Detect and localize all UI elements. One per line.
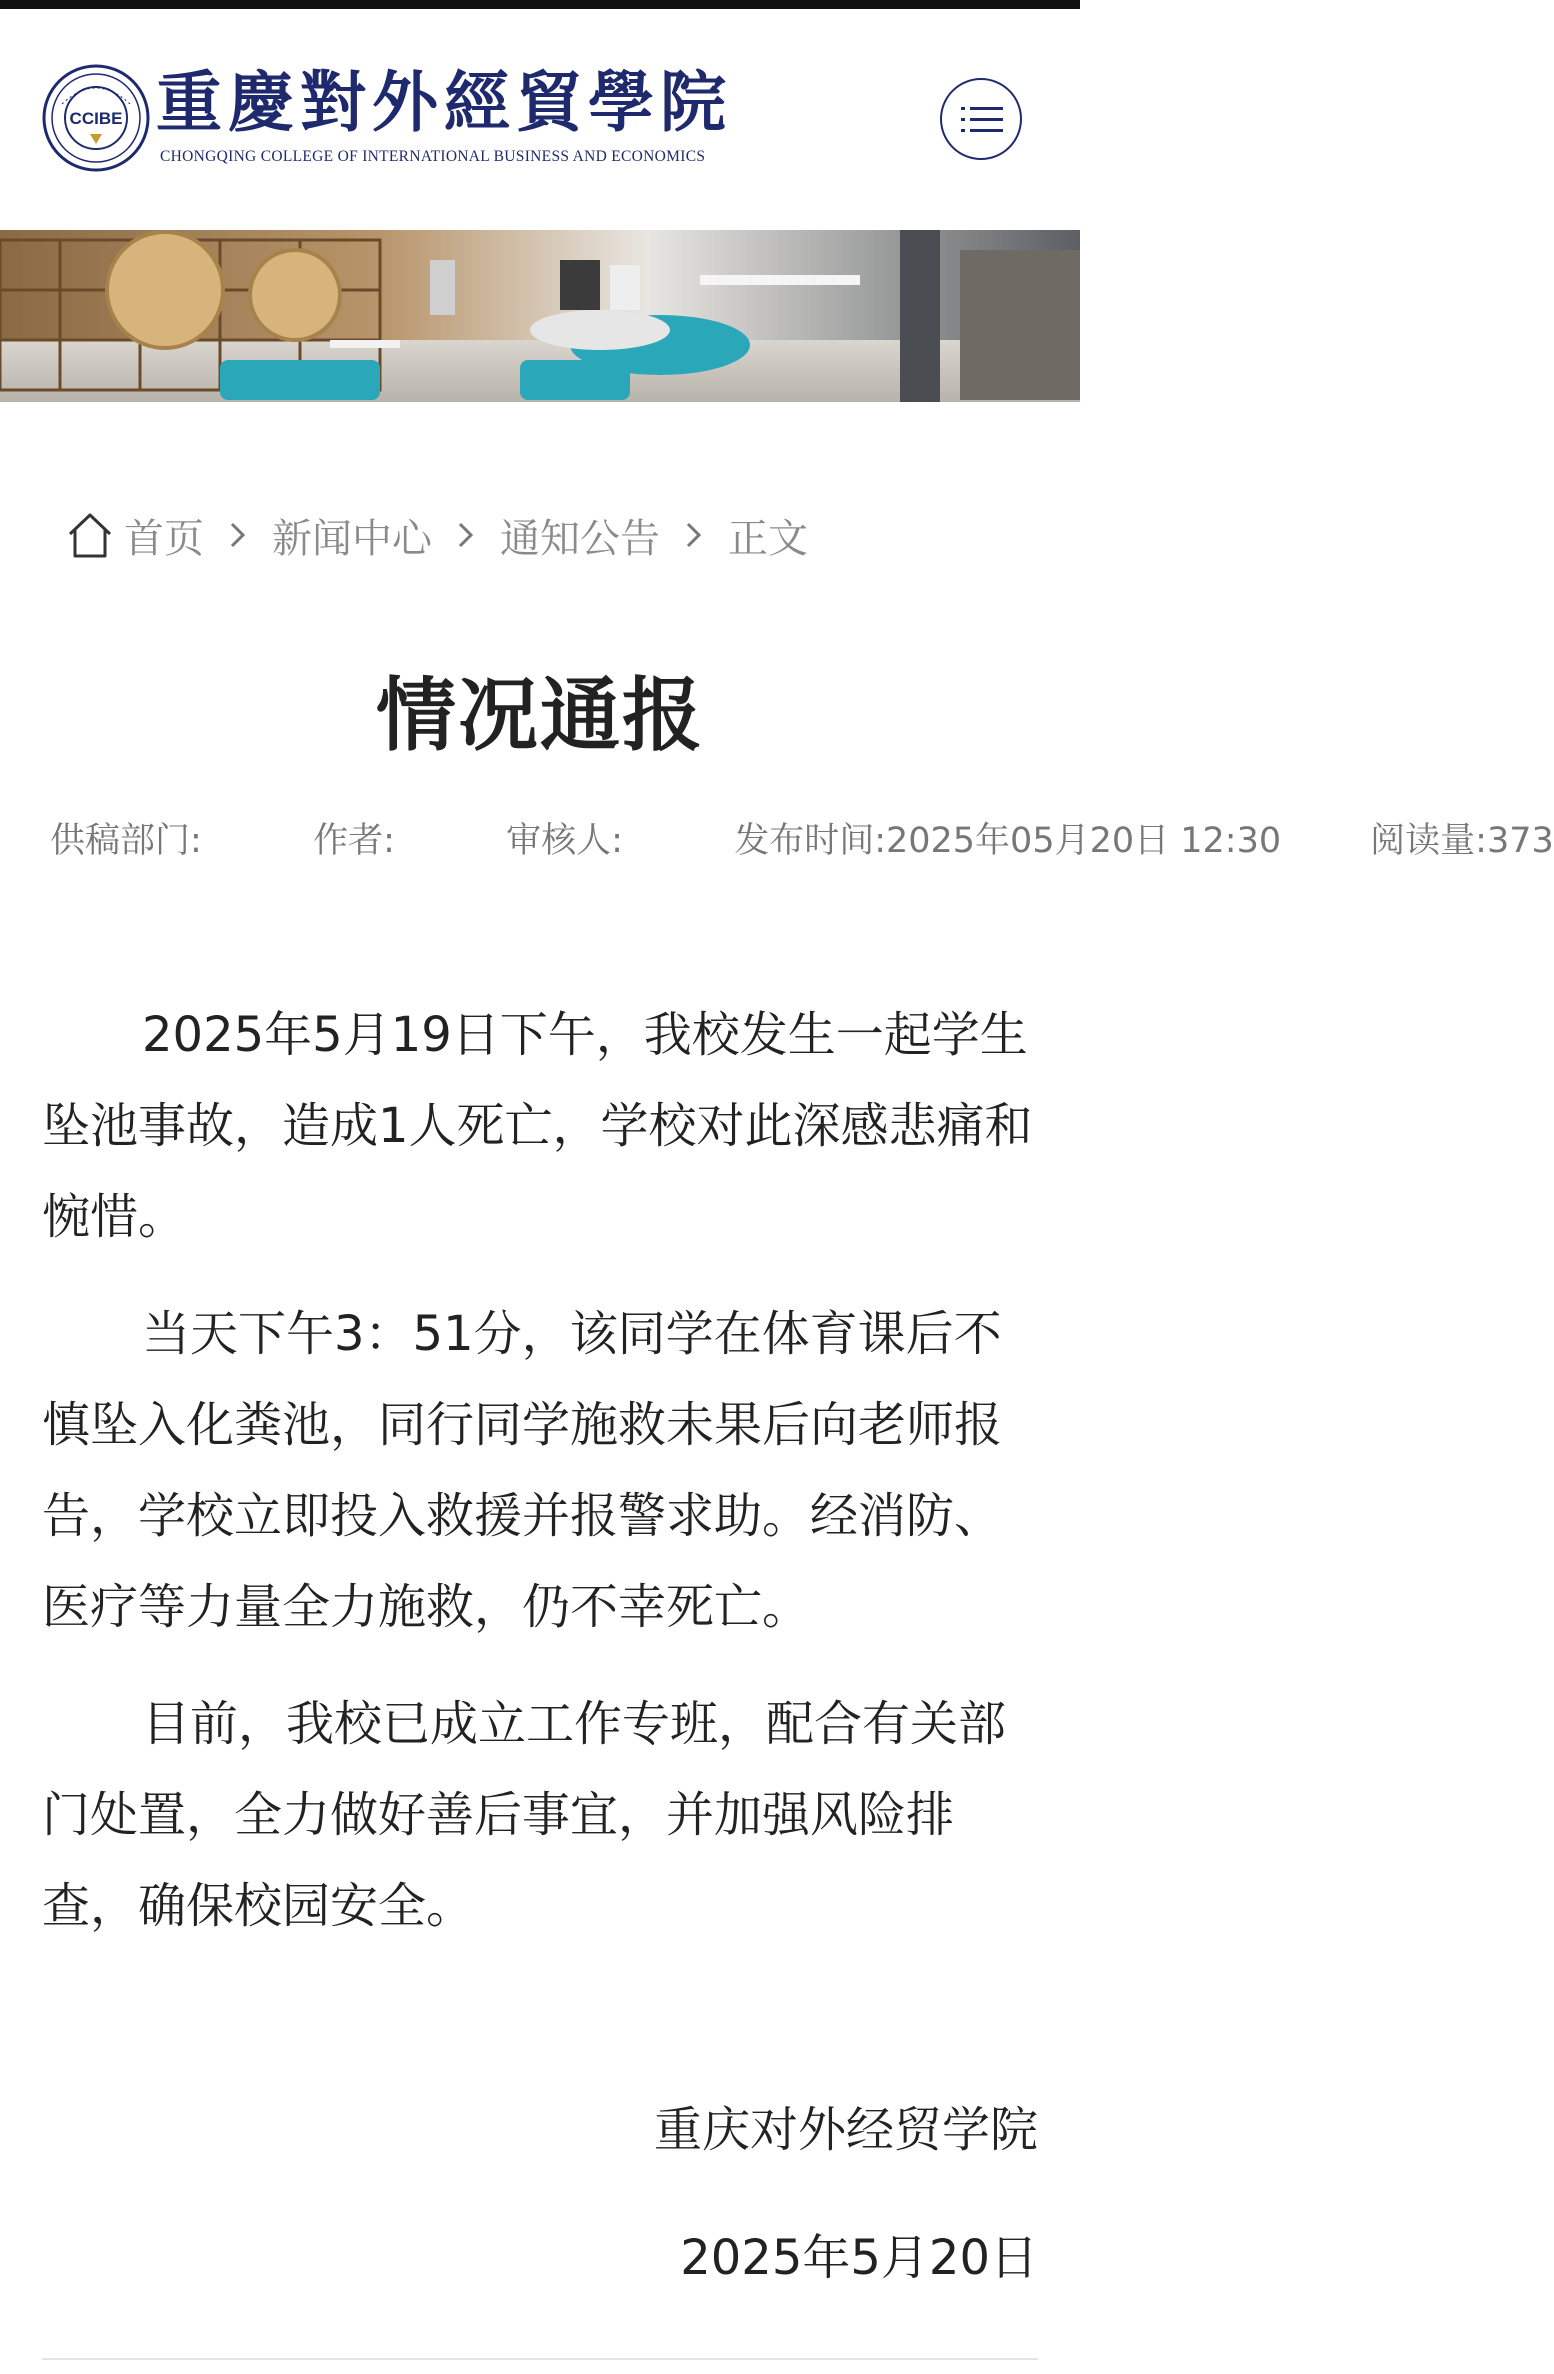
- divider: [42, 2358, 1038, 2360]
- college-name-cn[interactable]: 重慶對外經貿學院: [156, 63, 732, 141]
- article-body: [42, 990, 1042, 1978]
- breadcrumb-home[interactable]: 首页: [124, 515, 204, 562]
- breadcrumb: [66, 505, 808, 565]
- article-paragraph: 2025年5月19日下午，我校发生一起学生坠池事故，造成1人死亡，学校对此深感悲痛和惋惜。: [42, 1007, 1033, 1245]
- chevron-right-icon: [228, 518, 248, 552]
- meta-reads-label: 阅读量:: [1370, 821, 1487, 861]
- menu-button[interactable]: [940, 78, 1022, 160]
- article-signature: 重庆对外经贸学院: [653, 2102, 1038, 2158]
- breadcrumb-current: 正文: [728, 515, 808, 562]
- chevron-right-icon: [456, 518, 476, 552]
- meta-reviewer-label: 审核人:: [506, 821, 623, 861]
- college-seal-logo[interactable]: [42, 64, 150, 172]
- meta-publish-value: 2025年05月20日 12:30: [885, 821, 1282, 861]
- article-title: 情况通报: [376, 669, 704, 762]
- seal-text: CCIBE: [69, 109, 123, 128]
- article-paragraph: 目前，我校已成立工作专班，配合有关部门处置，全力做好善后事宜，并加强风险排查，确保校园安全。: [42, 1696, 1007, 1934]
- meta-author-label: 作者:: [313, 821, 395, 861]
- site-header: [0, 9, 1080, 230]
- article-paragraph: 当天下午3：51分，该同学在体育课后不慎坠入化粪池，同行同学施救未果后向老师报告，学校立即投入救援并报警求助。经消防、医疗等力量全力施救，仍不幸死亡。: [42, 1306, 1003, 1635]
- meta-publish-label: 发布时间:: [734, 821, 886, 861]
- breadcrumb-news-center[interactable]: 新闻中心: [272, 515, 432, 562]
- chevron-right-icon: [684, 518, 704, 552]
- article-meta: [50, 818, 1554, 864]
- meta-reads-value: 373: [1486, 821, 1554, 861]
- campus-banner-image: [0, 230, 1080, 402]
- meta-dept-label: 供稿部门:: [50, 821, 202, 861]
- breadcrumb-notices[interactable]: 通知公告: [500, 515, 660, 562]
- article-date: 2025年5月20日: [680, 2230, 1038, 2286]
- top-status-strip: [0, 0, 1080, 9]
- home-icon[interactable]: [66, 510, 114, 560]
- college-name-en: CHONGQING COLLEGE OF INTERNATIONAL BUSINESS AND ECONOMICS: [160, 148, 706, 165]
- menu-list-icon: [961, 101, 1003, 139]
